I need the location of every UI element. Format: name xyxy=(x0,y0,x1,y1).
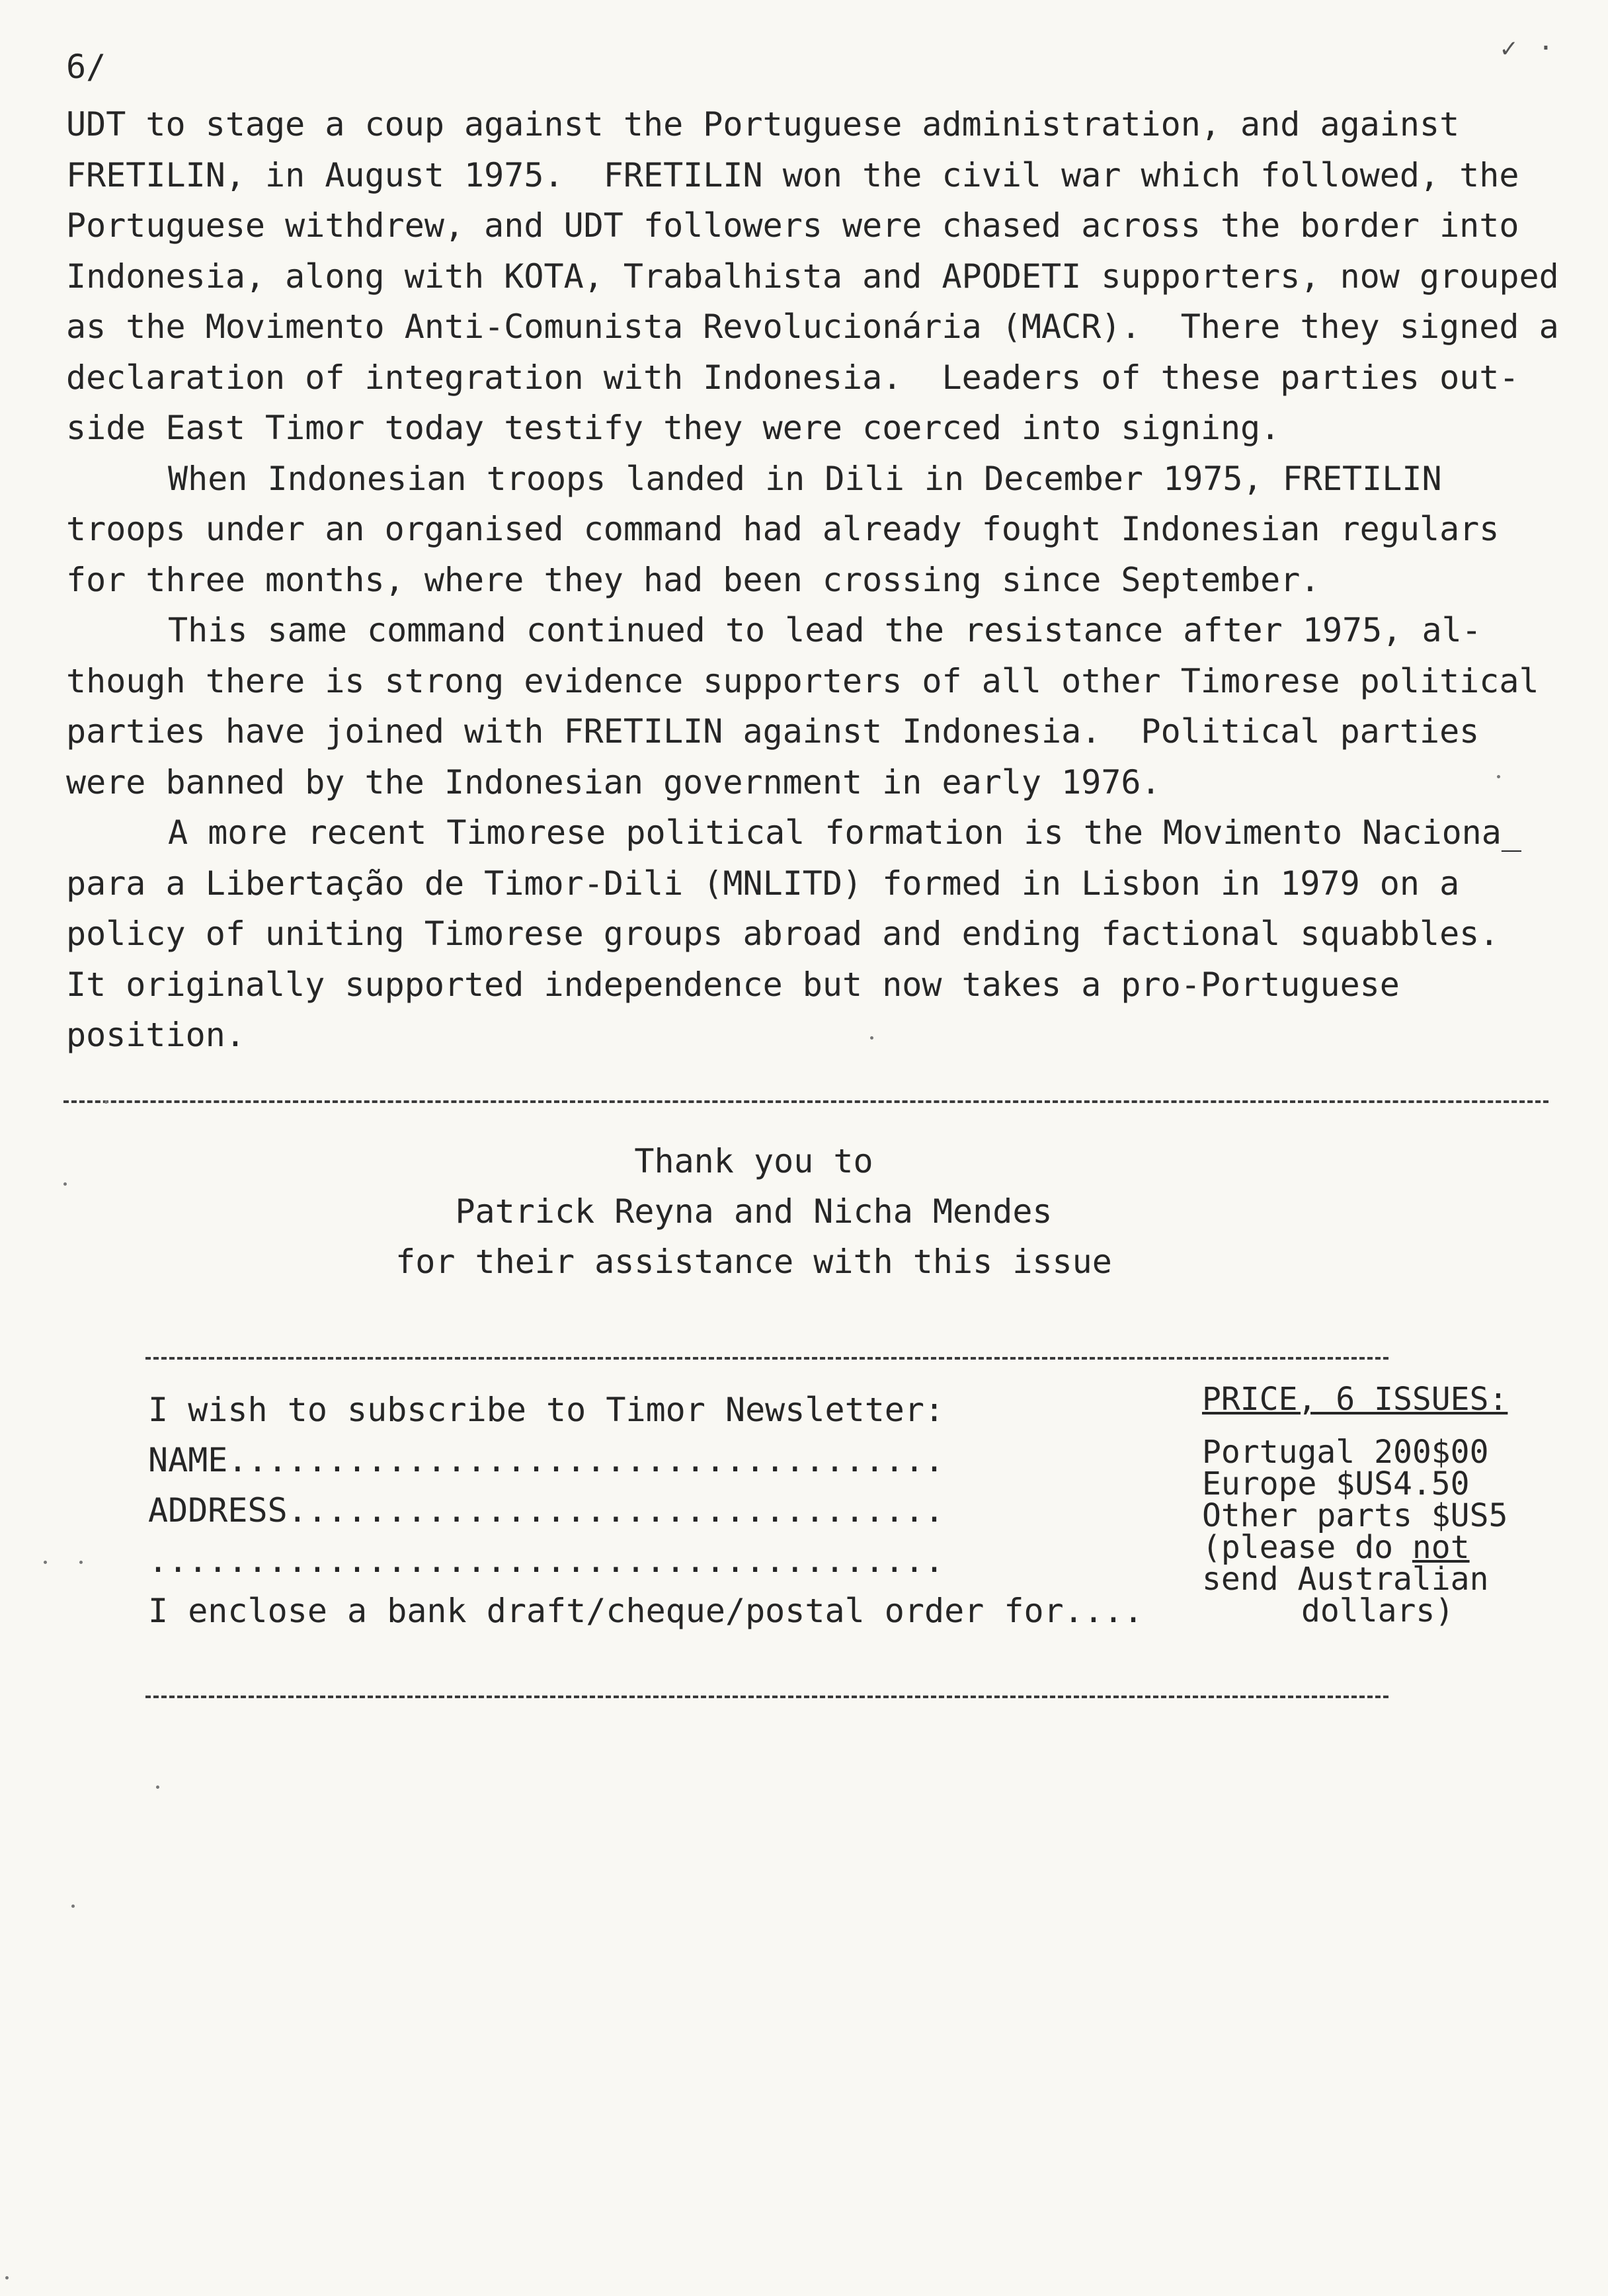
emphasis-not: not xyxy=(1412,1529,1470,1566)
text-line: UDT to stage a coup against the Portuguese administration, and against xyxy=(66,105,1460,144)
price-europe: Europe $US4.50 xyxy=(1202,1465,1470,1502)
thanks-line: for their assistance with this issue xyxy=(395,1243,1112,1281)
text-line: troops under an organised command had already fought Indonesian regulars xyxy=(66,510,1500,548)
price-box xyxy=(1202,1379,1546,1627)
price-heading: PRICE, 6 ISSUES: xyxy=(1202,1381,1508,1418)
text-line: A more recent Timorese political formation is the Movimento Naciona_ xyxy=(168,813,1521,852)
text-line: Indonesia, along with KOTA, Trabalhista and APODETI supporters, now grouped xyxy=(66,257,1559,296)
text-line: declaration of integration with Indonesia. Leaders of these parties out- xyxy=(66,358,1519,397)
text-line: policy of uniting Timorese groups abroad and ending factional squabbles. xyxy=(66,915,1500,953)
handwritten-corner-mark: ✓ · xyxy=(1500,33,1556,63)
subscription-form xyxy=(148,1385,1206,1636)
text-line: were banned by the Indonesian government in early 1976. xyxy=(66,762,1161,801)
text-line: though there is strong evidence supporters of all other Timorese political xyxy=(66,661,1539,700)
paragraph-mnlitd xyxy=(66,807,1560,1061)
name-field: NAME.................................... xyxy=(148,1441,945,1479)
paragraph-resistance xyxy=(66,605,1560,807)
subscribe-intro: I wish to subscribe to Timor Newsletter: xyxy=(148,1391,945,1429)
text-line: It originally supported independence but now takes a pro-Portuguese xyxy=(66,965,1400,1004)
text-line: Portuguese withdrew, and UDT followers were chased across the border into xyxy=(66,206,1519,245)
paper-speck xyxy=(1497,775,1500,778)
text-line: position. xyxy=(66,1016,245,1054)
price-other: Other parts $US5 xyxy=(1202,1497,1508,1534)
text-line: side East Timor today testify they were coerced into signing. xyxy=(66,409,1281,447)
paper-speck xyxy=(5,2276,9,2279)
price-note: dollars) xyxy=(1301,1592,1455,1629)
divider-rule xyxy=(145,1696,1388,1698)
paper-speck xyxy=(44,1561,47,1564)
text-line: para a Libertação de Timor-Dili (MNLITD) formed in Lisbon in 1979 on a xyxy=(66,864,1460,903)
paper-speck xyxy=(104,1100,108,1104)
paragraph-udt-coup xyxy=(66,99,1560,454)
paper-speck xyxy=(79,1561,83,1564)
text-line: This same command continued to lead the resistance after 1975, al- xyxy=(168,611,1482,649)
divider-rule xyxy=(145,1357,1388,1360)
thanks-names: Patrick Reyna and Nicha Mendes xyxy=(455,1192,1053,1231)
paper-speck xyxy=(63,1182,67,1186)
payment-line: I enclose a bank draft/cheque/postal order for.... xyxy=(148,1592,1144,1630)
paragraph-indonesian-landing xyxy=(66,454,1560,606)
text-line: as the Movimento Anti-Comunista Revolucionária (MACR). There they signed a xyxy=(66,308,1559,346)
text-line: for three months, where they had been crossing since September. xyxy=(66,560,1320,599)
text-line: FRETILIN, in August 1975. FRETILIN won the civil war which followed, the xyxy=(66,155,1519,194)
article-body xyxy=(66,99,1560,1061)
address-field-continued: ........................................ xyxy=(148,1541,945,1580)
text-line: When Indonesian troops landed in Dili in December 1975, FRETILIN xyxy=(168,459,1442,498)
paper-speck xyxy=(870,1036,873,1040)
price-note: send Australian xyxy=(1202,1561,1489,1598)
divider-rule xyxy=(63,1100,1548,1103)
price-note: (please do not xyxy=(1202,1529,1470,1566)
thanks-line: Thank you to xyxy=(634,1142,873,1180)
acknowledgement-block xyxy=(0,1136,1508,1287)
paper-speck xyxy=(156,1785,159,1789)
paper-speck xyxy=(71,1905,75,1908)
page-number: 6/ xyxy=(66,48,106,86)
price-portugal: Portugal 200$00 xyxy=(1202,1434,1489,1471)
text-line: parties have joined with FRETILIN against Indonesia. Political parties xyxy=(66,712,1480,751)
address-field: ADDRESS................................. xyxy=(148,1491,945,1530)
